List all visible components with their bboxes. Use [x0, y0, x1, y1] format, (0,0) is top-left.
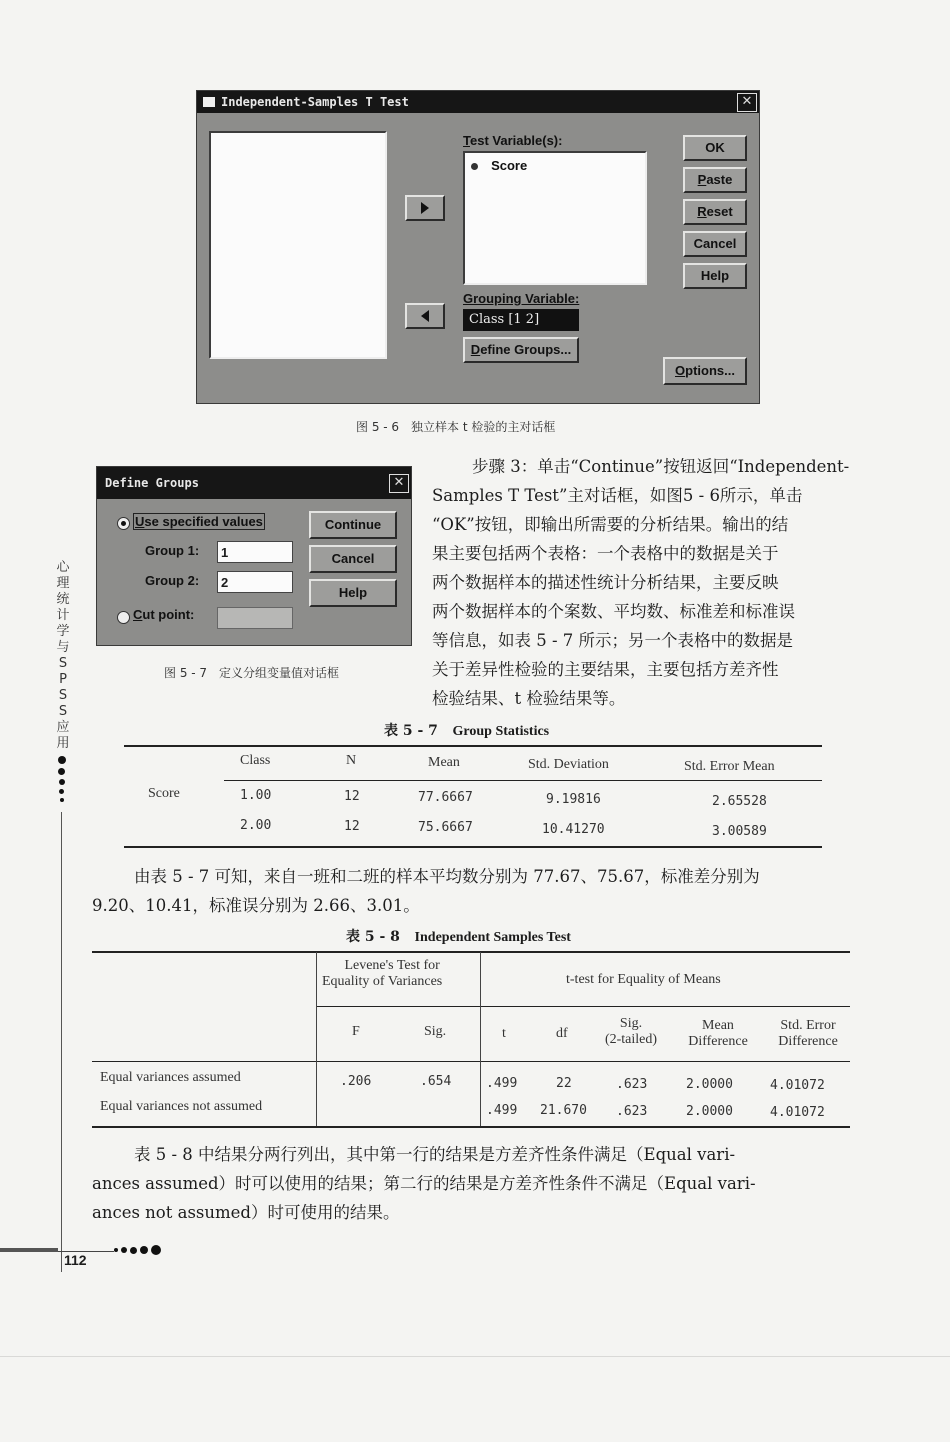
side-rule: [61, 812, 62, 1272]
dialog-title-bar: [197, 91, 759, 113]
row-label: Score: [148, 786, 180, 801]
radio-selected-dot-icon: [121, 521, 126, 526]
paragraph-line: 等信息，如表 5 - 7 所示；另一个表格中的数据是: [432, 631, 794, 650]
footer-bar-decoration: [0, 1248, 58, 1252]
window-icon: [203, 97, 215, 107]
table-top-rule: [92, 951, 850, 953]
group-2-label: Group 2:: [145, 573, 200, 588]
table-bottom-rule: [124, 846, 822, 848]
column-header: F: [352, 1024, 360, 1039]
column-header: df: [556, 1026, 568, 1041]
column-header: Sig.: [424, 1024, 447, 1039]
grouping-variable-label: Grouping Variable:: [463, 291, 580, 306]
side-running-title: 心 理 统 计 学 与 S P S S 应 用: [56, 560, 70, 751]
cancel-button[interactable]: Cancel: [309, 545, 397, 573]
paragraph-line: Samples T Test”主对话框，如图5 - 6所示，单击: [432, 486, 803, 505]
dialog-title-bar: [97, 467, 411, 499]
paragraph-line: ances not assumed）时可使用的结果。: [92, 1203, 400, 1222]
mid-paragraph: [92, 862, 862, 920]
paragraph-line: 步骤 3：单击“Continue”按钮返回“Independent-: [472, 457, 850, 476]
figure-5-6-caption: 图 5 - 6 独立样本 t 检验的主对话框: [356, 420, 556, 434]
footer-dots-decoration: [114, 1245, 161, 1255]
row-label: Equal variances assumed: [100, 1070, 241, 1085]
group-2-field[interactable]: 2: [217, 571, 293, 593]
group-1-field[interactable]: 1: [217, 541, 293, 563]
scan-edge-line: [0, 1356, 950, 1357]
column-header: t: [502, 1026, 506, 1041]
cancel-button[interactable]: Cancel: [683, 231, 747, 257]
paragraph-line: 关于差异性检验的主要结果，主要包括方差齐性: [432, 660, 779, 679]
move-left-arrow-button[interactable]: [405, 303, 445, 329]
cut-point-radio[interactable]: [117, 611, 130, 624]
cut-point-label: Cut point:: [133, 607, 195, 622]
paragraph-line: 两个数据样本的描述性统计分析结果，主要反映: [432, 573, 779, 592]
dialog-title: Define Groups: [105, 476, 199, 490]
paragraph-line: 9.20、10.41，标准误分别为 2.66、3.01。: [92, 896, 420, 915]
move-right-arrow-button[interactable]: [405, 195, 445, 221]
table-column-rule: [480, 952, 481, 1126]
close-icon[interactable]: ✕: [737, 93, 757, 112]
arrow-left-icon: [419, 309, 431, 323]
table-5-7-caption: 表 5 - 7 Group Statistics: [384, 723, 550, 739]
table-5-8-caption: 表 5 - 8 Independent Samples Test: [346, 929, 571, 945]
page-number: 112: [64, 1252, 87, 1268]
arrow-right-icon: [419, 201, 431, 215]
side-dots-decoration: [58, 756, 66, 802]
table-header-rule: [316, 1006, 850, 1007]
define-groups-button[interactable]: Define Groups...: [463, 337, 579, 363]
table-top-rule: [124, 745, 822, 747]
dialog-title: Independent-Samples T Test: [221, 95, 409, 109]
paragraph-line: ances assumed）时可以使用的结果；第二行的结果是方差齐性条件不满足（Equal vari-: [92, 1174, 756, 1193]
options-button[interactable]: Options...: [663, 357, 747, 385]
define-groups-dialog: [96, 466, 412, 646]
ttest-header: t-test for Equality of Means: [566, 972, 721, 987]
figure-5-7-caption: 图 5 - 7 定义分组变量值对话框: [164, 666, 340, 680]
reset-button[interactable]: Reset: [683, 199, 747, 225]
paragraph-line: 由表 5 - 7 可知，来自一班和二班的样本平均数分别为 77.67、75.67，标准差分别为: [134, 867, 760, 886]
paste-button[interactable]: Paste: [683, 167, 747, 193]
column-header: Mean Difference: [688, 1018, 748, 1049]
ok-button[interactable]: OK: [683, 135, 747, 161]
table-bottom-rule: [92, 1126, 850, 1128]
use-specified-values-radio[interactable]: [117, 517, 130, 530]
cut-point-field[interactable]: [217, 607, 293, 629]
help-button[interactable]: Help: [309, 579, 397, 607]
paragraph-line: 表 5 - 8 中结果分两行列出，其中第一行的结果是方差齐性条件满足（Equal vari-: [134, 1145, 736, 1164]
column-header: Std. Error Mean: [684, 759, 775, 774]
continue-button[interactable]: Continue: [309, 511, 397, 539]
column-header: N: [346, 753, 357, 768]
table-header-rule: [224, 780, 822, 781]
test-variables-list[interactable]: [463, 151, 647, 285]
levene-header: Levene's Test for Equality of Variances: [322, 958, 443, 989]
use-specified-values-label: Use specified values: [135, 514, 263, 529]
paragraph-line: 两个数据样本的个案数、平均数、标准差和标准误: [432, 602, 795, 621]
paragraph-line: 果主要包括两个表格：一个表格中的数据是关于: [432, 544, 779, 563]
column-header: Mean: [428, 755, 460, 770]
column-header: Std. Error Difference: [778, 1018, 838, 1049]
source-variable-list[interactable]: [209, 131, 387, 359]
row-label: Equal variances not assumed: [100, 1099, 263, 1114]
group-1-label: Group 1:: [145, 543, 200, 558]
scale-variable-icon: [471, 163, 478, 170]
grouping-variable-field[interactable]: Class [1 2]: [463, 309, 579, 331]
test-variables-label: Test Variable(s):: [463, 133, 563, 148]
column-header: Std. Deviation: [528, 757, 609, 772]
close-icon[interactable]: ✕: [389, 474, 409, 493]
paragraph-line: 检验结果、t 检验结果等。: [432, 689, 626, 708]
column-header: Sig. (2-tailed): [604, 1016, 658, 1047]
table-subheader-rule: [92, 1061, 850, 1062]
independent-samples-t-test-dialog: [196, 90, 760, 404]
table-column-rule: [316, 952, 317, 1126]
column-header: Class: [240, 753, 271, 768]
closing-paragraph: [92, 1140, 862, 1227]
list-item[interactable]: Score: [471, 155, 527, 174]
step-3-paragraph: [432, 452, 862, 713]
help-button[interactable]: Help: [683, 263, 747, 289]
paragraph-line: “OK”按钮，即输出所需要的分析结果。输出的结: [432, 515, 789, 534]
